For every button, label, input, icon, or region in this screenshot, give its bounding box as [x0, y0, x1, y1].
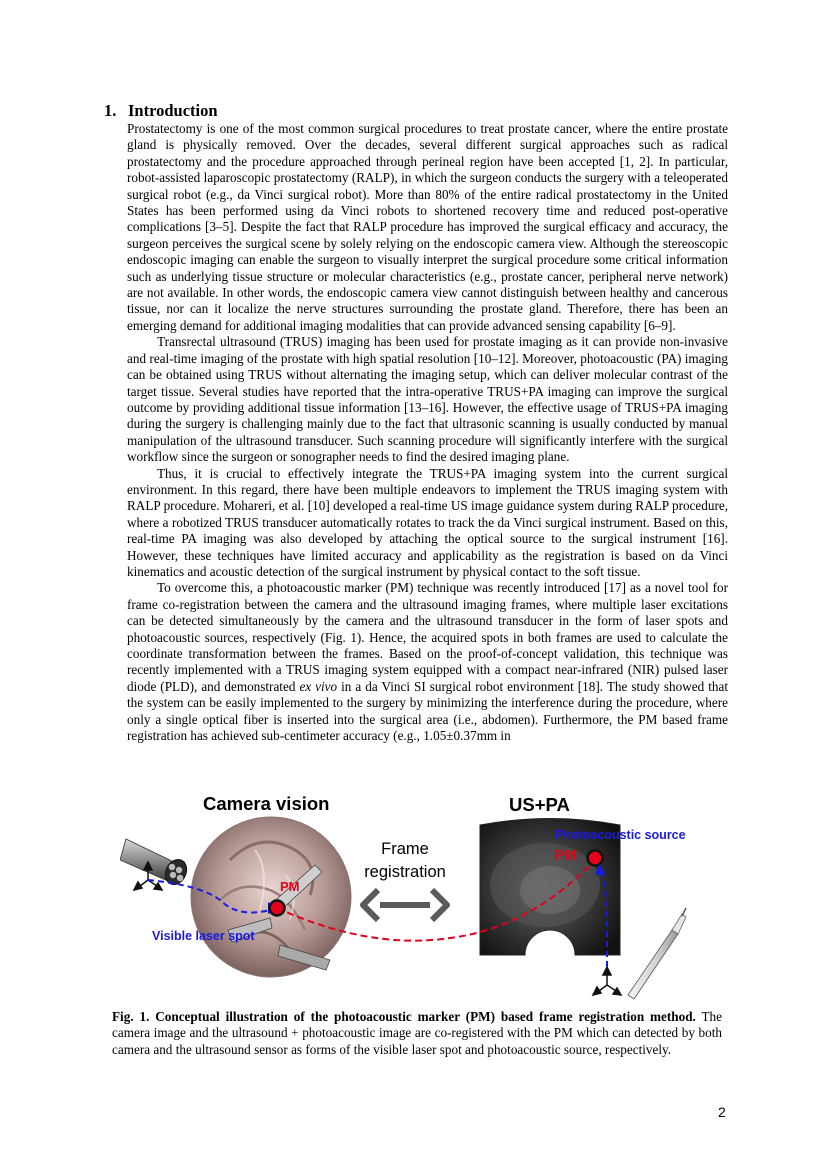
figure-graphic: [120, 790, 720, 1005]
us-coordinate-frame-icon: [593, 967, 621, 995]
frame-registration-line1: Frame: [381, 840, 429, 858]
pm-spot-us: [588, 851, 603, 866]
paragraph-2: Transrectal ultrasound (TRUS) imaging has been used for prostate imaging as it can provide non-invasive and real-time imaging of the prostate with high spatial resolution [10–12]. Moreover, photoacoustic (PA) imaging can be obtained using TRUS without alternating the imaging setup, which can deliver molecular contrast of the target tissue. Several studies have reported that the intra-operative TRUS+PA imaging can improve the surgical outcome by providing additional tissue information [13–16]. However, the effective usage of TRUS+PA imaging during the surgery is challenging mainly due to the fact that ultrasonic scanning is usually conducted by manual manipulation of the ultrasound transducer. Such scanning procedure will significantly interfere with the surgical workflow since the surgeon or sonographer needs to find the desired imaging plane.: [127, 334, 728, 465]
caption-rest: The camera image and the ultrasound + photoacoustic image are co-registered with the PM which can detected by both camera and the ultrasound sensor as forms of the visible laser spot and photoacoustic source, respectively.: [112, 1009, 722, 1057]
pm-label-left: PM: [280, 879, 300, 894]
paragraph-3: Thus, it is crucial to effectively integrate the TRUS+PA imaging system into the current surgical environment. In this regard, there have been multiple endeavors to implement the TRUS imaging system with RALP procedure. Mohareri, et al. [10] developed a real-time US image guidance system during RALP procedure, where a robotized TRUS transducer automatically rotates to track the da Vinci surgical instrument. Based on this, real-time PA imaging was also developed by attaching the optical source to the surgical instrument [16]. However, these techniques have limited accuracy and applicability as the registration is based on da Vinci kinematics and acoustic detection of the surgical instrument by physical contact to the soft tissue.: [127, 465, 728, 579]
trus-probe-icon: [628, 908, 686, 999]
paragraph-4: [127, 580, 728, 744]
frame-registration-label: [350, 838, 460, 884]
endoscope-icon: [120, 839, 191, 888]
photoacoustic-source-label: Photoacoustic source: [555, 828, 686, 842]
bidirectional-arrow-icon: [363, 890, 447, 920]
section-number: 1.: [104, 101, 117, 120]
us-pa-title: US+PA: [509, 794, 570, 815]
pm-spot-camera: [270, 901, 285, 916]
frame-registration-line2: registration: [364, 863, 446, 881]
figure-caption: [112, 1009, 722, 1058]
paragraph-1: Prostatectomy is one of the most common surgical procedures to treat prostate cancer, where the entire prostate gland is physically removed. Over the decades, several different surgical approaches such as radical prostatectomy and the procedure approached through perineal region have been accepted [1, 2]. In particular, robot-assisted laparoscopic prostatectomy (RALP), in which the surgeon conducts the surgery with a teleoperated surgical robot (e.g., da Vinci surgical robot). More than 80% of the entire radical prostatectomy in the United States has been performed using da Vinci robots to shortened recovery time and reduced post-operative complications [3–5]. Despite the fact that RALP procedure has improved the surgical efficacy and accuracy, the surgeon perceives the surgical scene by solely relying on the endoscopic camera view. Although the stereoscopic endoscopic imaging can enable the surgeon to visually interpret the surgical procedure some critical information such as underlying tissue structure or molecular characteristics (e.g., prostate cancer, peripheral nerve network) are not available. In other words, the endoscopic camera view cannot distinguish between healthy and cancerous tissue, nor can it localize the nerve structures surrounding the prostate gland. Therefore, there has been an emerging demand for additional imaging modalities that can provide advanced sensing capability [6–9].: [127, 121, 728, 333]
page-number: 2: [718, 1104, 726, 1120]
paragraph-4-part-a: To overcome this, a photoacoustic marker (PM) technique was recently introduced [17] as a novel tool for frame co-registration between the camera and the ultrasound imaging frames, where multiple laser excitations can be detected simultaneously by the camera and the ultrasound transducer in the form of laser spots and photoacoustic sources, respectively (Fig. 1). Hence, the acquired spots in both frames are used to calculate the coordinate transformation between the frames. Based on the proof-of-concept validation, this technique was recently implemented with a TRUS imaging system equipped with a compact near-infrared (NIR) pulsed laser diode (PLD), and demonstrated: [127, 580, 728, 694]
paragraph-4-part-b: in a da Vinci SI surgical robot environment [18]. The study showed that the system can be easily implemented to the surgery by minimizing the interference during the procedure, where only a single optical fiber is inserted into the surgical area (i.e., abdomen). Furthermore, the PM based frame registration has achieved sub-centimeter accuracy (e.g., 1.05±0.37mm in: [127, 678, 728, 744]
camera-view-image: [191, 817, 351, 977]
visible-laser-spot-label: Visible laser spot: [152, 929, 255, 943]
paragraph-4-italic: ex vivo: [299, 678, 338, 694]
section-title: Introduction: [128, 101, 218, 120]
body-text: [127, 121, 728, 744]
pm-label-right: PM: [554, 847, 577, 864]
caption-bold: Fig. 1. Conceptual illustration of the photoacoustic marker (PM) based frame registration method.: [112, 1009, 696, 1024]
camera-vision-title: Camera vision: [203, 793, 330, 814]
figure-1: [120, 790, 720, 1005]
section-heading: [104, 101, 218, 121]
